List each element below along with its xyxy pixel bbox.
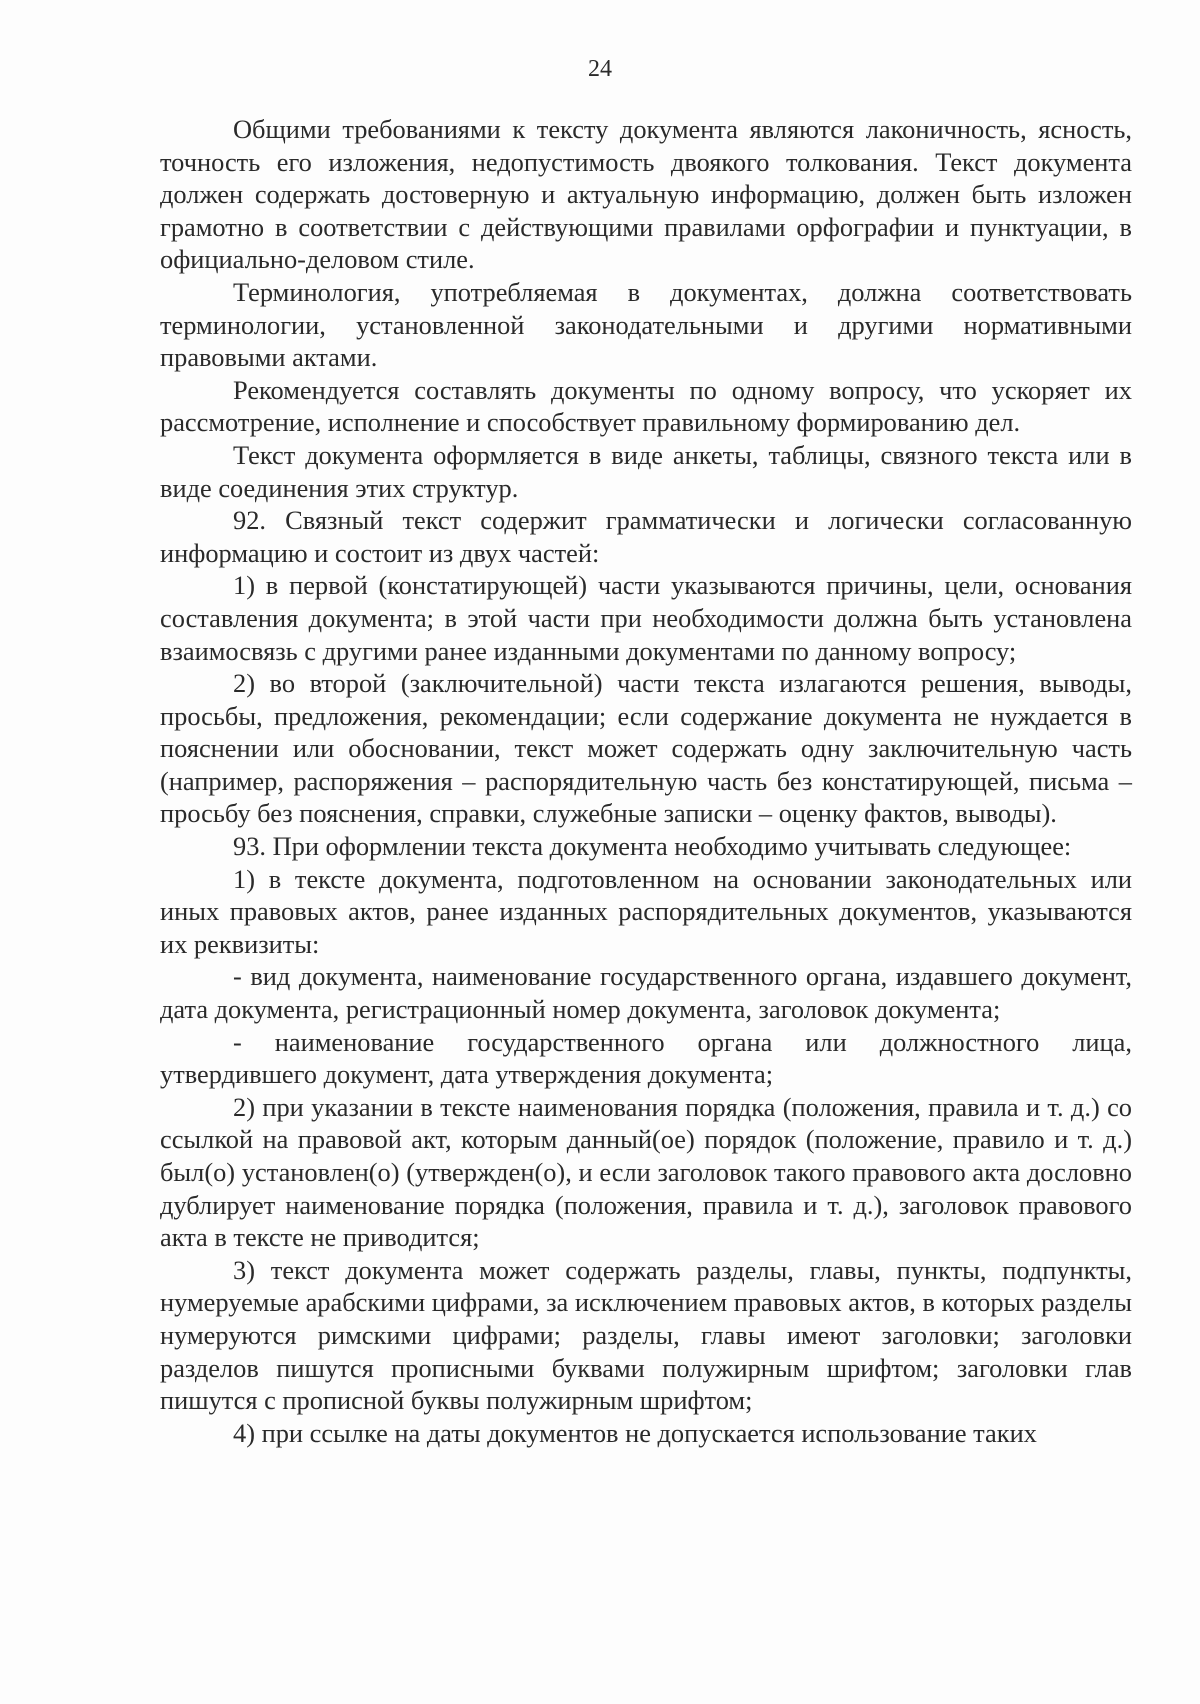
paragraph-93-item-4: 4) при ссылке на даты документов не допускается использование таких: [233, 1417, 1037, 1448]
paragraph-93-item-3: 3) текст документа может содержать разделы, главы, пункты, подпункты, нумеруемые арабскими цифрами, за исключением правовых актов, в которых разделы нумеруются римскими цифрами; разделы, главы имеют заголовки; заголовки разделов пишутся прописными буквами полужирным шрифтом; заголовки глав пишутся с прописной буквы полужирным шрифтом;: [160, 1254, 1132, 1416]
paragraph-93-item-1-dash-1: - вид документа, наименование государственного органа, издавшего документ, дата документа, регистрационный номер документа, заголовок документа;: [160, 961, 1132, 1025]
paragraph-93: 93. При оформлении текста документа необходимо учитывать следующее:: [233, 831, 1072, 862]
paragraph-93-item-1-dash-2: - наименование государственного органа или должностного лица, утвердившего документ, дата утверждения документа;: [160, 1026, 1132, 1090]
paragraph-92: 92. Связный текст содержит грамматически и логически согласованную информацию и состоит из двух частей:: [160, 505, 1132, 568]
paragraph-93-item-2: 2) при указании в тексте наименования порядка (положения, правила и т. д.) со ссылкой на правовой акт, которым данный(ое) порядок (положение, правило и т. д.) был(о) установлен(о) (утвержден(о), и если заголовок такого правового акта дословно дублирует наименование порядка (положения, правила и т. д.), заголовок правового акта в тексте не приводится;: [160, 1091, 1132, 1253]
paragraph-text-form: Текст документа оформляется в виде анкеты, таблицы, связного текста или в виде соединения этих структур.: [160, 439, 1132, 503]
paragraph-one-question: Рекомендуется составлять документы по одному вопросу, что ускоряет их рассмотрение, исполнение и способствует правильному формированию дел.: [160, 374, 1132, 438]
paragraph-terminology: Терминология, употребляемая в документах, должна соответствовать терминологии, установленной законодательными и другими нормативными правовыми актами.: [160, 276, 1132, 373]
document-body: [160, 113, 1132, 1449]
paragraph-general-requirements: Общими требованиями к тексту документа являются лаконичность, ясность, точность его изложения, недопустимость двоякого толкования. Текст документа должен содержать достоверную и актуальную информацию, должен быть изложен грамотно в соответствии с действующими правилами орфографии и пунктуации, в официально-деловом стиле.: [160, 114, 1132, 275]
paragraph-93-item-1: 1) в тексте документа, подготовленном на основании законодательных или иных правовых актов, ранее изданных распорядительных документов, указываются их реквизиты:: [160, 863, 1132, 959]
paragraph-92-item-2: 2) во второй (заключительной) части текста излагаются решения, выводы, просьбы, предложения, рекомендации; если содержание документа не нуждается в пояснении или обосновании, текст может содержать одну заключительную часть (например, распоряжения – распорядительную часть без констатирующей, письма – просьбу без пояснения, справки, служебные записки – оценку фактов, выводы).: [160, 668, 1132, 829]
page-number: 24: [588, 56, 612, 82]
paragraph-92-item-1: 1) в первой (констатирующей) части указываются причины, цели, основания составления документа; в этой части при необходимости должна быть установлена взаимосвязь с другими ранее изданными документами по данному вопросу;: [160, 570, 1132, 666]
